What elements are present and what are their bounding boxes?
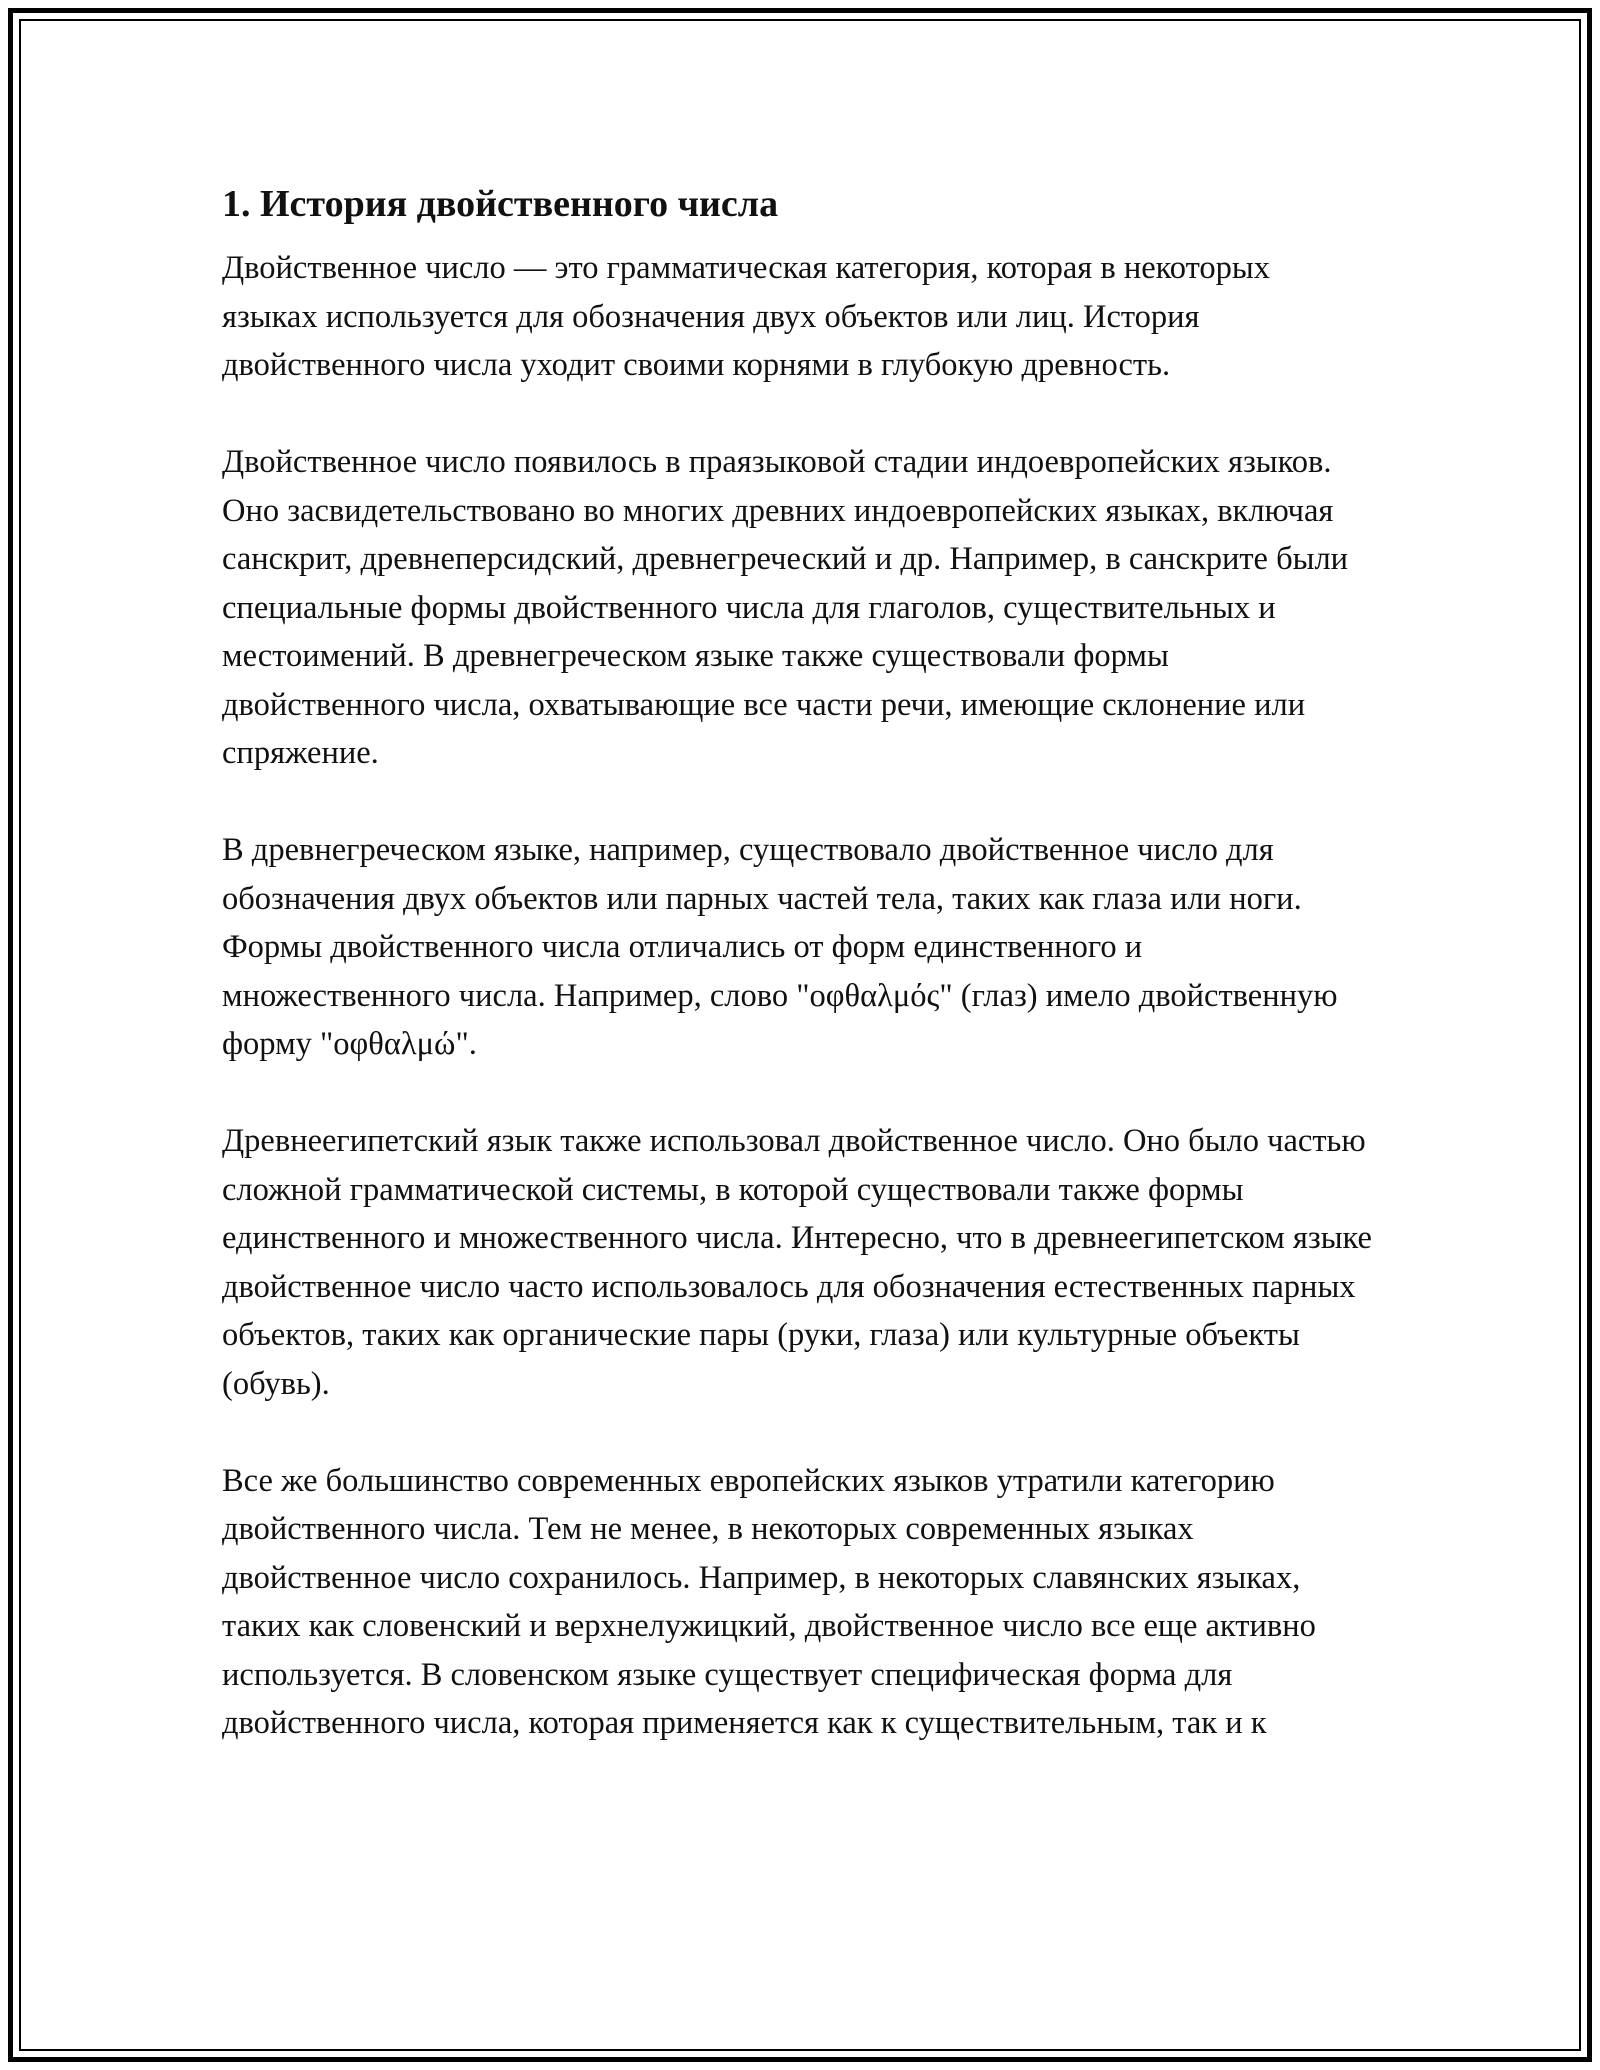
paragraph-2: Двойственное число появилось в праязыковой стадии индоевропейских языков. Оно засвидетельствовано во многих древних индоевропейских языках, включая санскрит, древнеперсидский, древнегреческий и др. Например, в санскрите были специальные формы двойственного числа для глаголов, существительных и местоимений. В древнегреческом языке также существовали формы двойственного числа, охватывающие все части речи, имеющие склонение или спряжение.: [222, 444, 1349, 771]
paragraph-3: В древнегреческом языке, например, существовало двойственное число для обозначения двух объектов или парных частей тела, таких как глаза или ноги. Формы двойственного числа отличались от форм единственного и множественного числа. Например, слово "οφθαλμός" (глаз) имело двойственную форму "οφθαλμώ".: [222, 832, 1338, 1062]
paragraph-5: Все же большинство современных европейских языков утратили категорию двойственного числа. Тем не менее, в некоторых современных языках двойственное число сохранилось. Например, в некоторых славянских языках, таких как словенский и верхнелужицкий, двойственное число все еще активно используется. В словенском языке существует специфическая форма для двойственного числа, которая применяется как к существительным, так и к: [222, 1462, 1316, 1741]
paragraph-4: Древнеегипетский язык также использовал двойственное число. Оно было частью сложной грамматической системы, в которой существовали также формы единственного и множественного числа. Интересно, что в древнеегипетском языке двойственное число часто использовалось для обозначения естественных парных объектов, таких как органические пары (руки, глаза) или культурные объекты (обувь).: [222, 1123, 1372, 1402]
section-heading: 1. История двойственного числа: [222, 183, 779, 225]
paragraph-1: Двойственное число — это грамматическая категория, которая в некоторых языках используется для обозначения двух объектов или лиц. История двойственного числа уходит своими корнями в глубокую древность.: [222, 250, 1270, 383]
document-body: [222, 178, 1372, 1796]
